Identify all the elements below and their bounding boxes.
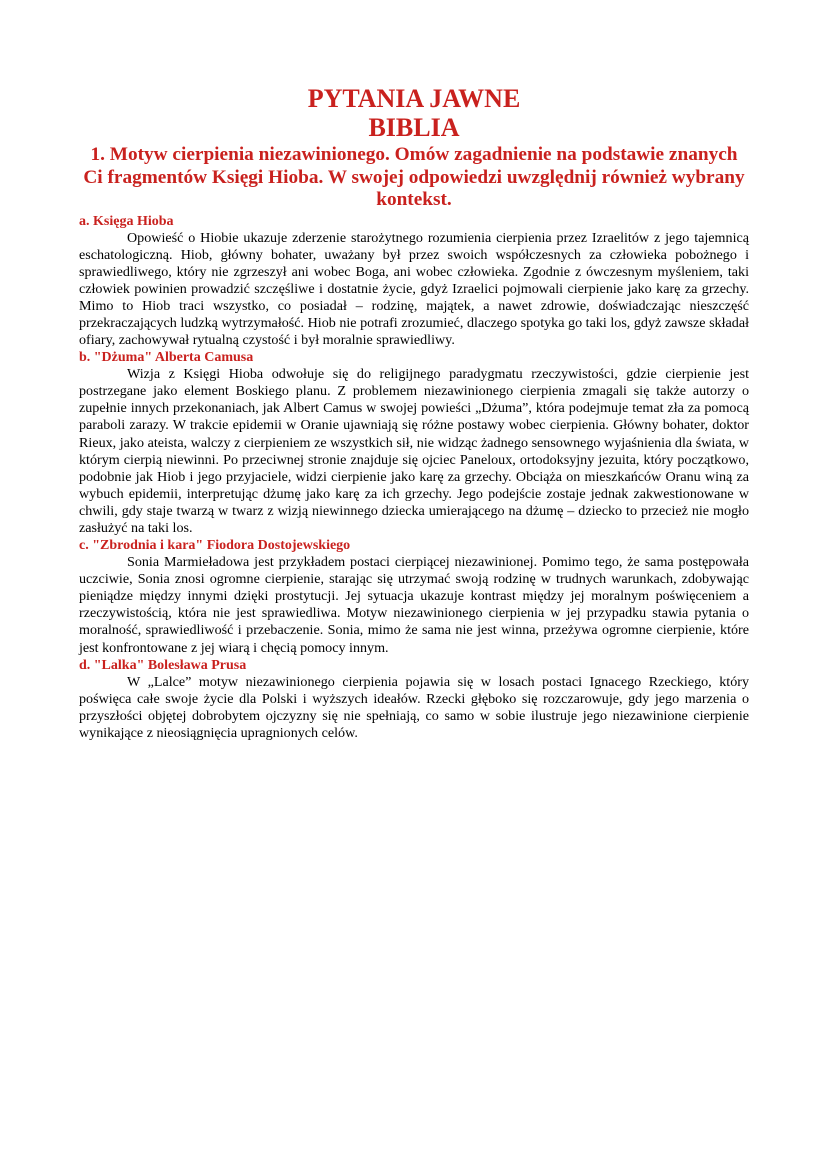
section-text: Sonia Marmieładowa jest przykładem postaci cierpiącej niezawinionej. Pomimo tego, że sama postępowała uczciwie, Sonia znosi ogromne cierpienie, starając się utrzymać swoją rodzinę w trudnych warunkach, zdobywając pieniądze między innymi dzięki prostytucji. Jej sytuacja ukazuje kontrast między jej moralnym poświęceniem a rzeczywistością, która nie jest sprawiedliwa. Motyw niezawinionego cierpienia w jej przypadku stawia pytania o moralność, sprawiedliwość i przebaczenie. Sonia, mimo że sama nie jest winna, przeżywa ogromne cierpienie, które jest konfrontowane z jej wiarą i chęcią pomocy innym. <box>79 554 749 656</box>
title-line-2: BIBLIA <box>368 113 460 142</box>
section-text: Opowieść o Hiobie ukazuje zderzenie starożytnego rozumienia cierpienia przez Izraelitów z jego tajemnicą eschatologiczną. Hiob, główny bohater, uważany był przez swoich współczesnych za człowieka pobożnego i sprawiedliwego, który nie zgrzeszył ani wobec Boga, ani wobec człowieka. Zgodnie z ówczesnym myśleniem, taki człowiek powinien prowadzić szczęśliwe i dostatnie życie, gdyż Izraelici pojmowali cierpienie jako karę za grzechy. Mimo to Hiob traci wszystko, co posiadał – rodzinę, majątek, a nawet zdrowie, doświadczając nieszczęść przekraczających ludzką wytrzymałość. Hiob nie potrafi zrozumieć, dlaczego spotyka go taki los, gdyż zawsze składał ofiary, zachowywał rytualną czystość i był moralnie sprawiedliwy. <box>79 229 749 349</box>
section-lalka <box>79 657 749 742</box>
section-heading: a. Księga Hioba <box>79 213 174 229</box>
section-heading: c. "Zbrodnia i kara" Fiodora Dostojewskiego <box>79 538 351 554</box>
section-dzuma <box>79 349 749 537</box>
section-ksiega-hioba <box>79 213 749 350</box>
document-page <box>79 84 749 742</box>
section-text: Wizja z Księgi Hioba odwołuje się do religijnego paradygmatu rzeczywistości, gdzie cierpienie jest postrzegane jako element Boskiego planu. Z problemem niezawinionego cierpienia zmagali się także autorzy o zupełnie innych przekonaniach, jak Albert Camus w swojej powieści „Dżuma”, która podejmuje temat zła za pomocą paraboli zarazy. W trakcie epidemii w Oranie ujawniają się różne postawy wobec cierpienia. Główny bohater, doktor Rieux, jako ateista, walczy z cierpieniem ze wszystkich sił, nie widząc żadnego sensownego wyjaśnienia dla świata, w którym cierpią niewinni. Po przeciwnej stronie znajduje się ojciec Paneloux, ortodoksyjny jezuita, który początkowo, podobnie jak Hiob i jego przyjaciele, widzi cierpienie jako karę za grzechy. Obciąża on mieszkańców Oranu winą za wybuch epidemii, interpretując dżumę jako karę za ich grzechy. Jego podejście zostaje jednak zakwestionowane w chwili, gdy staje twarzą w twarz z wizją niewinnego dziecka umierającego na dżumę – dziecko to przecież nie mogło zasłużyć na taki los. <box>79 366 749 536</box>
title-line-1: PYTANIA JAWNE <box>307 84 521 113</box>
sections <box>79 213 749 743</box>
section-heading: b. "Dżuma" Alberta Camusa <box>79 350 254 366</box>
section-text: W „Lalce” motyw niezawinionego cierpienia pojawia się w losach postaci Ignacego Rzeckiego, który poświęca całe swoje życie dla Polski i wyższych ideałów. Rzecki głęboko się rozczarowuje, gdy jego marzenia o przyszłości objętej dobrobytem ojczyzny się nie spełniają, co samo w sobie ilustruje jego niezawinione cierpienie wynikające z nieosiągnięcia upragnionych celów. <box>79 673 749 741</box>
question-heading: 1. Motyw cierpienia niezawinionego. Omów zagadnienie na podstawie znanych Ci fragmentów Księgi Hioba. W swojej odpowiedzi uwzględnij również wybrany kontekst. <box>83 144 745 210</box>
section-heading: d. "Lalka" Bolesława Prusa <box>79 657 247 673</box>
document-title <box>79 84 749 142</box>
section-zbrodnia-i-kara <box>79 537 749 657</box>
